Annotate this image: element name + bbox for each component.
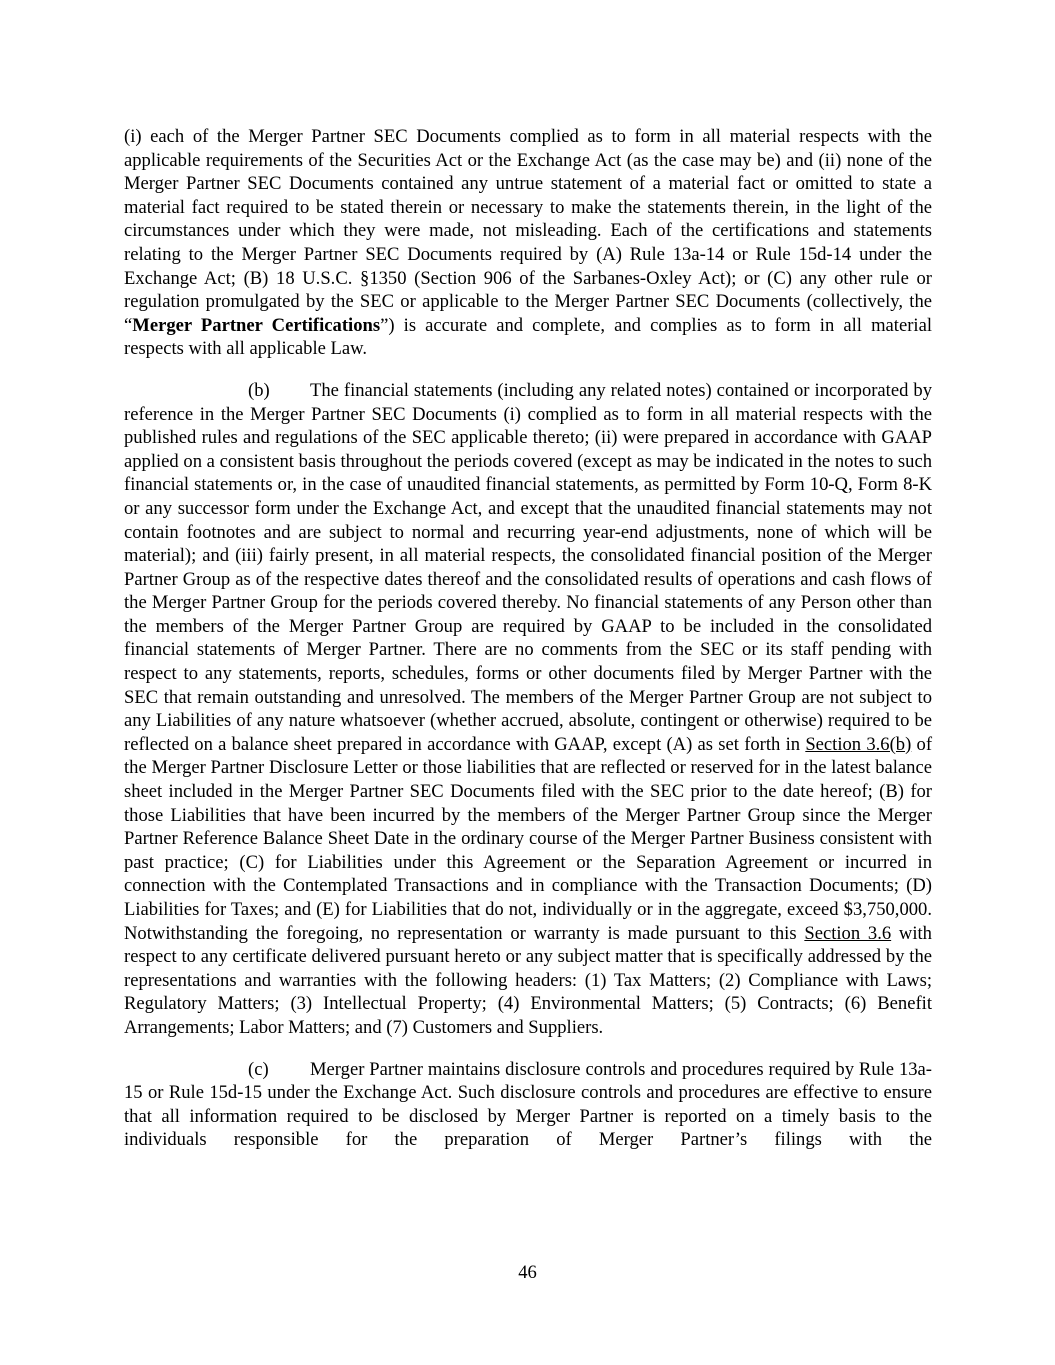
section-reference-3-6-b: Section 3.6(b) [805, 733, 912, 755]
paragraph-c [124, 1058, 932, 1152]
document-body [124, 125, 932, 1170]
paragraph-b-label: (b) [248, 379, 270, 401]
paragraph-b [124, 379, 932, 1040]
paragraph-a-text-2: ”) is accurate and complete, and complies as to form in all material respects with all applicable Law. [124, 314, 933, 360]
paragraph-c-label: (c) [248, 1058, 269, 1080]
paragraph-b-text-3: with respect to any certificate delivered pursuant hereto or any subject matter that is specifically addressed by the representations and warranties with the following headers: (1) Tax Matters; (2) Compliance with Laws; Regulatory Matters; (3) Intellectual Property; (4) Environmental Matters; (5) Contracts; (6) Benefit Arrangements; Labor Matters; and (7) Customers and Suppliers. [124, 922, 932, 1038]
paragraph-b-text-2: of the Merger Partner Disclosure Letter or those liabilities that are reflected or reserved for in the latest balance sheet included in the Merger Partner SEC Documents filed with the SEC prior to the date hereof; (B) for those Liabilities that have been incurred by the members of the Merger Partner Group since the Merger Partner Reference Balance Sheet Date in the ordinary course of the Merger Partner Business consistent with past practice; (C) for Liabilities under this Agreement or the Separation Agreement or incurred in connection with the Contemplated Transactions and in compliance with the Transaction Documents; (D) Liabilities for Taxes; and (E) for Liabilities that do not, individually or in the aggregate, exceed $3,750,000. Notwithstanding the foregoing, no representation or warranty is made pursuant to this [124, 733, 933, 944]
paragraph-b-text-1: The financial statements (including any related notes) contained or incorporated by reference in the Merger Partner SEC Documents (i) complied as to form in all material respects with the published rules and regulations of the SEC applicable thereto; (ii) were prepared in accordance with GAAP applied on a consistent basis throughout the periods covered (except as may be indicated in the notes to such financial statements or, in the case of unaudited financial statements, as permitted by Form 10-Q, Form 8-K or any successor form under the Exchange Act, and except that the unaudited financial statements may not contain footnotes and are subject to normal and recurring year-end adjustments, none of which will be material); and (iii) fairly present, in all material respects, the consolidated financial position of the Merger Partner Group as of the respective dates thereof and the consolidated results of operations and cash flows of the Merger Partner Group for the periods covered thereby. No financial statements of any Person other than the members of the Merger Partner Group are required by GAAP to be included in the consolidated financial statements of Merger Partner. There are no comments from the SEC or its staff pending with respect to any statements, reports, schedules, forms or other documents filed by Merger Partner with the SEC that remain outstanding and unresolved. The members of the Merger Partner Group are not subject to any Liabilities of any nature whatsoever (whether accrued, absolute, contingent or otherwise) required to be reflected on a balance sheet prepared in accordance with GAAP, except (A) as set forth in [124, 379, 932, 755]
defined-term-merger-partner-certifications: Merger Partner Certifications [132, 314, 381, 336]
paragraph-c-text-1: Merger Partner maintains disclosure controls and procedures required by Rule 13a-15 or Rule 15d-15 under the Exchange Act. Such disclosure controls and procedures are effective to ensure that all information required to be disclosed by Merger Partner is reported on a timely basis to the individuals responsible for the preparation of Merger Partner’s filings with the [124, 1058, 932, 1151]
paragraph-a-text-1: (i) each of the Merger Partner SEC Documents complied as to form in all material respects with the applicable requirements of the Securities Act or the Exchange Act (as the case may be) and (ii) none of the Merger Partner SEC Documents contained any untrue statement of a material fact or omitted to state a material fact required to be stated therein or necessary to make the statements therein, in the light of the circumstances under which they were made, not misleading. Each of the certifications and statements relating to the Merger Partner SEC Documents required by (A) Rule 13a-14 or Rule 15d-14 under the Exchange Act; (B) 18 U.S.C. §1350 (Section 906 of the Sarbanes-Oxley Act); or (C) any other rule or regulation promulgated by the SEC or applicable to the Merger Partner SEC Documents (collectively, the “ [124, 126, 932, 336]
page-number: 46 [518, 1262, 537, 1283]
section-reference-3-6: Section 3.6 [804, 922, 892, 944]
paragraph-a-continuation [124, 125, 932, 361]
